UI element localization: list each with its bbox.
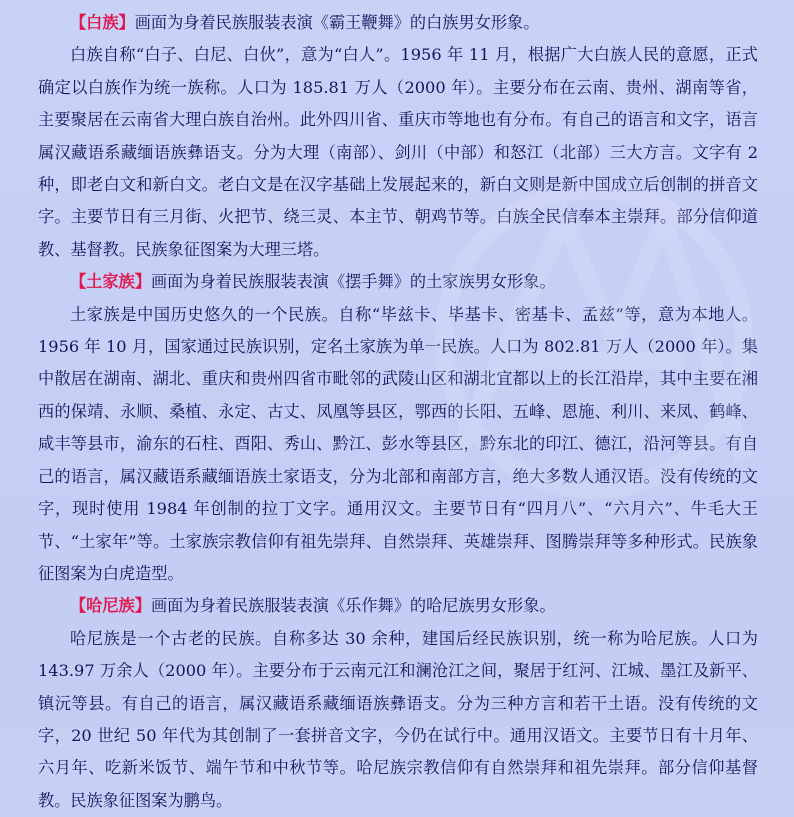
caption-text-tujia: 画面为身着民族服装表演《摆手舞》的土家族男女形象。	[150, 272, 556, 292]
section-tag-hani: 【哈尼族】	[70, 596, 151, 616]
section-tag-tujia: 【土家族】	[70, 272, 151, 292]
section-caption-bai	[38, 7, 758, 39]
section-body-hani: 哈尼族是一个古老的民族。自称多达 30 余种，建国后经民族识别，统一称为哈尼族。人口为 143.97 万余人（2000 年）。主要分布于云南元江和澜沧江之间，聚居于红河、江城、墨江及新平、镇沅等县。有自己的语言，属汉藏语系藏缅语族彝语支。分为三种方言和若干土语。没有传统的文字，20 世纪 50 年代为其创制了一套拼音文字，今仍在试行中。通用汉语文。主要节日有十月年、六月年、吃新米饭节、端午节和中秋节等。哈尼族宗教信仰有自然崇拜和祖先崇拜。部分信仰基督教。民族象征图案为鹏鸟。	[38, 628, 758, 810]
section-body-bai: 白族自称“白子、白尼、白伙”，意为“白人”。1956 年 11 月，根据广大白族人民的意愿，正式确定以白族作为统一族称。人口为 185.81 万人（2000 年）。主要分布在云南、贵州、湖南等省，主要聚居在云南省大理白族自治州。此外四川省、重庆市等地也有分布。有自己的语言和文字，语言属汉藏语系藏缅语族彝语支。分为大理（南部）、剑川（中部）和怒江（北部）三大方言。文字有 2 种，即老白文和新白文。老白文是在汉字基础上发展起来的，新白文则是新中国成立后创制的拼音文字。主要节日有三月街、火把节、绕三灵、本主节、朝鸡节等。白族全民信奉本主崇拜。部分信仰道教、基督教。民族象征图案为大理三塔。	[38, 45, 758, 259]
section-caption-tujia	[38, 266, 758, 298]
section-tag-bai: 【白族】	[70, 13, 135, 32]
section-body-tujia: 土家族是中国历史悠久的一个民族。自称“毕兹卡、毕基卡、密基卡、孟兹”等，意为本地人。1956 年 10 月，国家通过民族识别，定名土家族为单一民族。人口为 802.81 万人（2000 年）。集中散居在湖南、湖北、重庆和贵州四省市毗邻的武陵山区和湖北宜都以上的长江沿岸，其中主要在湘西的保靖、永顺、桑植、永定、古丈、凤凰等县区，鄂西的长阳、五峰、恩施、利川、来凤、鹤峰、咸丰等县市，渝东的石柱、酉阳、秀山、黔江、彭水等县区，黔东北的印江、德江，沿河等县。有自己的语言，属汉藏语系藏缅语族土家语支，分为北部和南部方言，绝大多数人通汉语。没有传统的文字，现时使用 1984 年创制的拉丁文字。通用汉文。主要节日有“四月八”、“六月六”、牛毛大王节、“土家年”等。土家族宗教信仰有祖先崇拜、自然崇拜、英雄崇拜、图腾崇拜等多种形式。民族象征图案为白虎造型。	[38, 304, 758, 583]
section-caption-hani	[38, 590, 758, 622]
caption-text-bai: 画面为身着民族服装表演《霸王鞭舞》的白族男女形象。	[134, 13, 540, 32]
caption-text-hani: 画面为身着民族服装表演《乐作舞》的哈尼族男女形象。	[150, 596, 556, 616]
